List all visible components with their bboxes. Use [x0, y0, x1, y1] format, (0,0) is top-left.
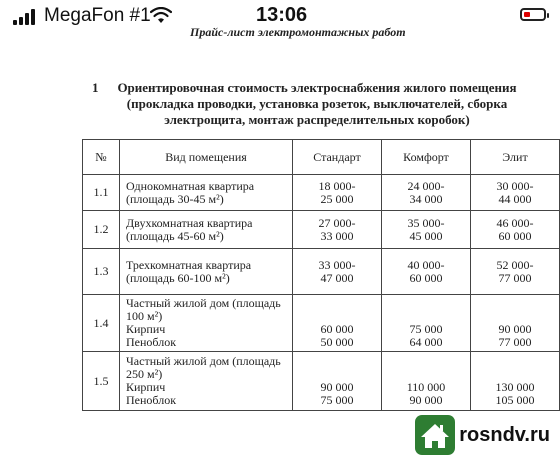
standard-price-cell: 27 000- 33 000: [293, 211, 382, 249]
table-row: [83, 352, 560, 411]
comfort-price-cell: 40 000- 60 000: [382, 249, 471, 295]
standard-price-cell: 90 000 75 000: [293, 352, 382, 411]
carrier-name: MegaFon #1: [44, 5, 151, 26]
row-number: 1.4: [83, 295, 120, 352]
section-heading: Ориентировочная стоимость электроснабжения жилого помещения (прокладка проводки, установка розеток, выключателей, сборка электрощита, монтаж распределительных коробок): [117, 80, 517, 127]
header-elite: Элит: [471, 140, 560, 175]
room-type-cell: Однокомнатная квартира (площадь 30-45 м²): [120, 175, 293, 211]
standard-price-cell: 18 000- 25 000: [293, 175, 382, 211]
row-number: 1.5: [83, 352, 120, 411]
table-row: [83, 175, 560, 211]
status-time: 13:06: [256, 4, 308, 26]
elite-price-cell: 46 000- 60 000: [471, 211, 560, 249]
room-type-cell: Частный жилой дом (площадь 250 м²) Кирпич Пеноблок: [120, 352, 293, 411]
header-number: №: [83, 140, 120, 175]
table-header-row: [83, 140, 560, 175]
row-number: 1.1: [83, 175, 120, 211]
row-number: 1.3: [83, 249, 120, 295]
table-row: [83, 211, 560, 249]
standard-price-cell: 60 000 50 000: [293, 295, 382, 352]
house-logo-icon: [415, 415, 455, 455]
header-comfort: Комфорт: [382, 140, 471, 175]
watermark: [415, 415, 550, 455]
table-row: [83, 295, 560, 352]
elite-price-cell: 130 000 105 000: [471, 352, 560, 411]
header-room-type: Вид помещения: [120, 140, 293, 175]
comfort-price-cell: 24 000- 34 000: [382, 175, 471, 211]
row-number: 1.2: [83, 211, 120, 249]
document-title: Прайс-лист электромонтажных работ: [190, 25, 406, 39]
header-standard: Стандарт: [293, 140, 382, 175]
comfort-price-cell: 110 000 90 000: [382, 352, 471, 411]
room-type-cell: Трехкомнатная квартира (площадь 60-100 м²): [120, 249, 293, 295]
battery-icon: [520, 8, 546, 21]
price-table: [82, 139, 560, 411]
elite-price-cell: 52 000- 77 000: [471, 249, 560, 295]
wifi-icon: [150, 7, 172, 24]
comfort-price-cell: 35 000- 45 000: [382, 211, 471, 249]
elite-price-cell: 90 000 77 000: [471, 295, 560, 352]
elite-price-cell: 30 000- 44 000: [471, 175, 560, 211]
cellular-signal-icon: [13, 9, 37, 25]
room-type-cell: Частный жилой дом (площадь 100 м²) Кирпич Пеноблок: [120, 295, 293, 352]
table-row: [83, 249, 560, 295]
room-type-cell: Двухкомнатная квартира (площадь 45-60 м²): [120, 211, 293, 249]
standard-price-cell: 33 000- 47 000: [293, 249, 382, 295]
comfort-price-cell: 75 000 64 000: [382, 295, 471, 352]
section-number: 1: [92, 80, 99, 95]
watermark-text: rosndv.ru: [459, 423, 550, 446]
